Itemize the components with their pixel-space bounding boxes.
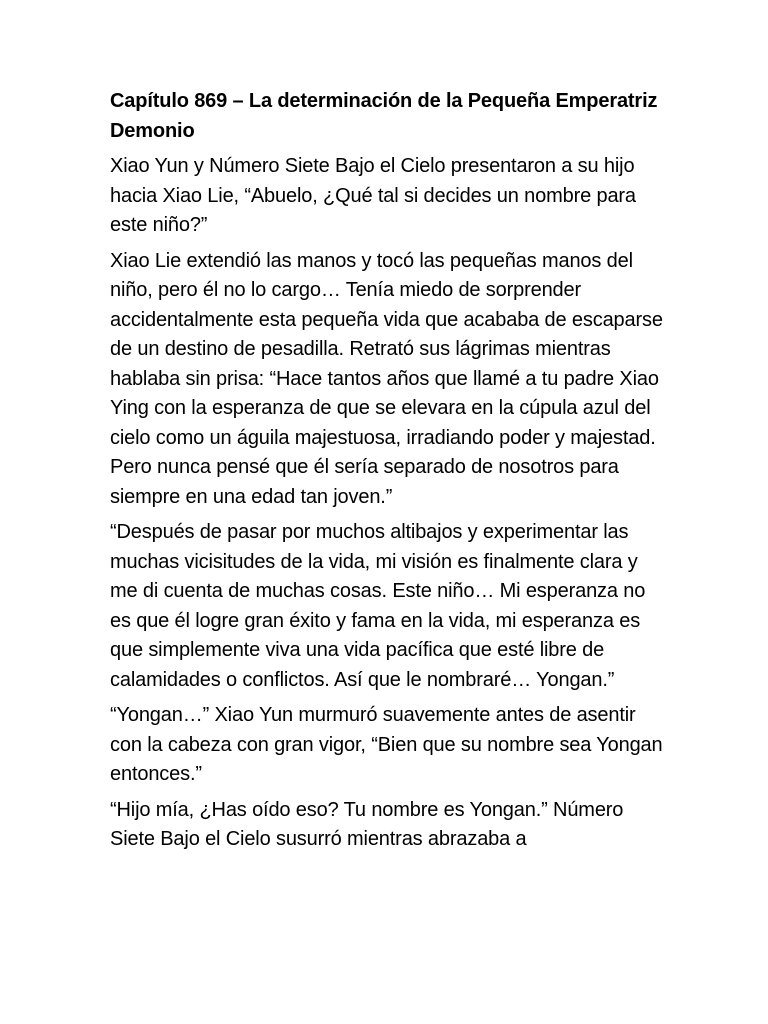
paragraph-4: “Yongan…” Xiao Yun murmuró suavemente antes de asentir con la cabeza con gran vigor, “Bien que su nombre sea Yongan entonces.”	[110, 704, 663, 785]
paragraph-1: Xiao Yun y Número Siete Bajo el Cielo presentaron a su hijo hacia Xiao Lie, “Abuelo, ¿Qué tal si decides un nombre para este niño?”	[110, 155, 636, 236]
chapter-title: Capítulo 869 – La determinación de la Pequeña Emperatriz Demonio	[110, 90, 658, 142]
paragraph-3: “Después de pasar por muchos altibajos y experimentar las muchas vicisitudes de la vida, mi visión es finalmente clara y me di cuenta de muchas cosas. Este niño… Mi esperanza no es que él logre gran éxito y fama en la vida, mi esperanza es que simplemente viva una vida pacífica que esté libre de calamidades o conflictos. Así que le nombraré… Yongan.”	[110, 521, 646, 691]
paragraph-5: “Hijo mía, ¿Has oído eso? Tu nombre es Yongan.” Número Siete Bajo el Cielo susurró mientras abrazaba a	[110, 798, 624, 850]
paragraph-2: Xiao Lie extendió las manos y tocó las pequeñas manos del niño, pero él no lo cargo… Tenía miedo de sorprender accidentalmente esta pequeña vida que acababa de escaparse de un destino de pesadilla. Retrató sus lágrimas mientras hablaba sin prisa: “Hace tantos años que llamé a tu padre Xiao Ying con la esperanza de que se elevara en la cúpula azul del cielo como un águila majestuosa, irradiando poder y majestad. Pero nunca pensé que él sería separado de nosotros para siempre en una edad tan joven.”	[110, 249, 663, 508]
document-body	[110, 87, 670, 861]
